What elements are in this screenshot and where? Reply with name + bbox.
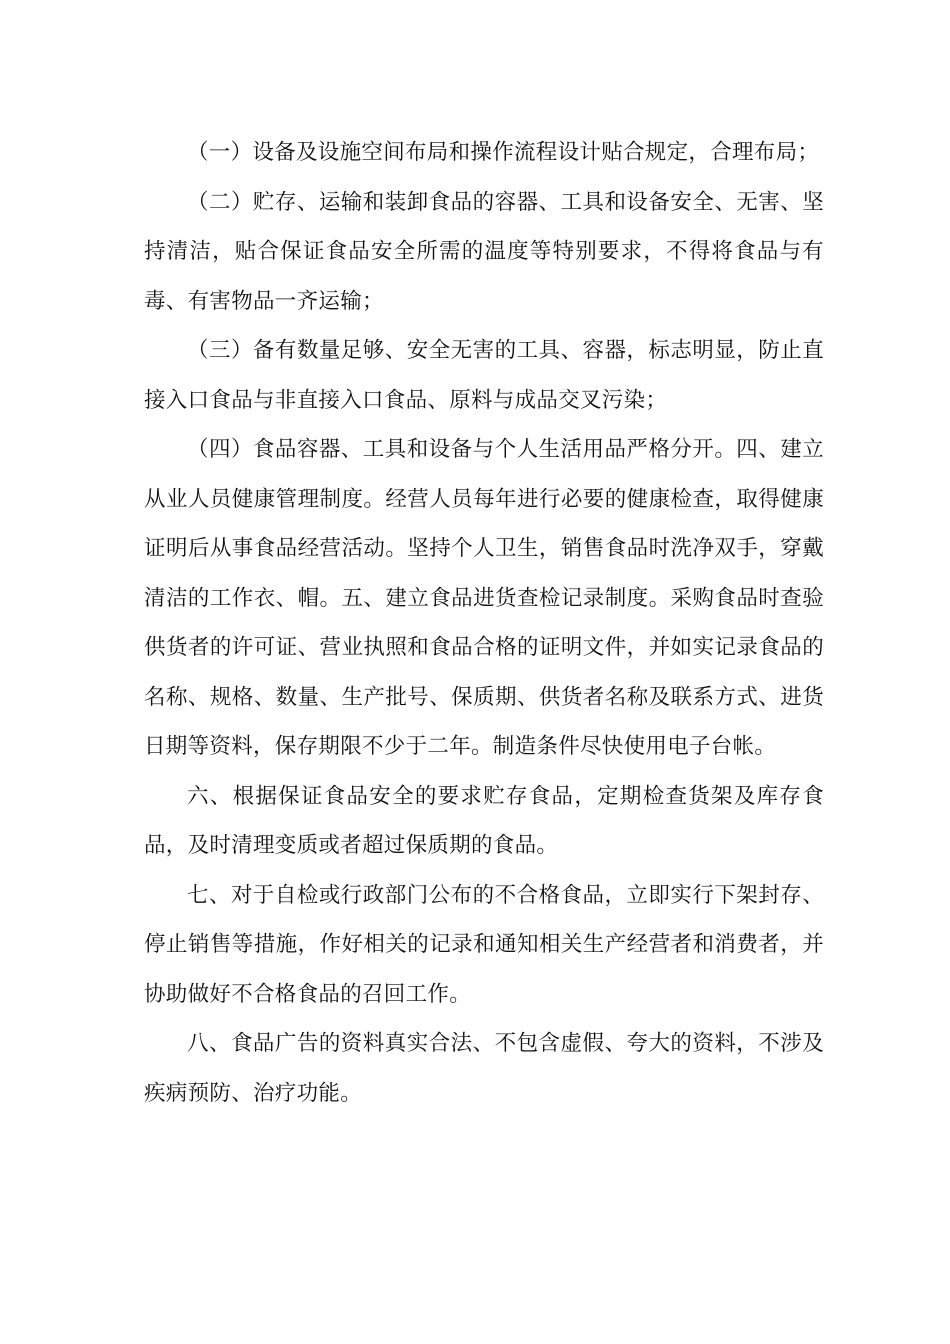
- paragraph-1: （一）设备及设施空间布局和操作流程设计贴合规定，合理布局；: [187, 140, 820, 165]
- document-body: [144, 128, 824, 1118]
- paragraph-2: （二）贮存、运输和装卸食品的容器、工具和设备安全、无害、坚持清洁，贴合保证食品安全所需的温度等特别要求，不得将食品与有毒、有害物品一齐运输；: [144, 189, 824, 314]
- paragraph-5: 六、根据保证食品安全的要求贮存食品，定期检查货架及库存食品，及时清理变质或者超过保质期的食品。: [144, 783, 824, 858]
- paragraph-7: 八、食品广告的资料真实合法、不包含虚假、夸大的资料，不涉及疾病预防、治疗功能。: [144, 1031, 824, 1106]
- paragraph-6: 七、对于自检或行政部门公布的不合格食品，立即实行下架封存、停止销售等措施，作好相关的记录和通知相关生产经营者和消费者，并协助做好不合格食品的召回工作。: [144, 882, 824, 1007]
- paragraph-3: （三）备有数量足够、安全无害的工具、容器，标志明显，防止直接入口食品与非直接入口食品、原料与成品交叉污染；: [144, 338, 824, 413]
- paragraph-4: （四）食品容器、工具和设备与个人生活用品严格分开。四、建立从业人员健康管理制度。经营人员每年进行必要的健康检查，取得健康证明后从事食品经营活动。坚持个人卫生，销售食品时洗净双手，穿戴清洁的工作衣、帽。五、建立食品进货查检记录制度。采购食品时查验供货者的许可证、营业执照和食品合格的证明文件，并如实记录食品的名称、规格、数量、生产批号、保质期、供货者名称及联系方式、进货日期等资料，保存期限不少于二年。制造条件尽快使用电子台帐。: [144, 437, 824, 759]
